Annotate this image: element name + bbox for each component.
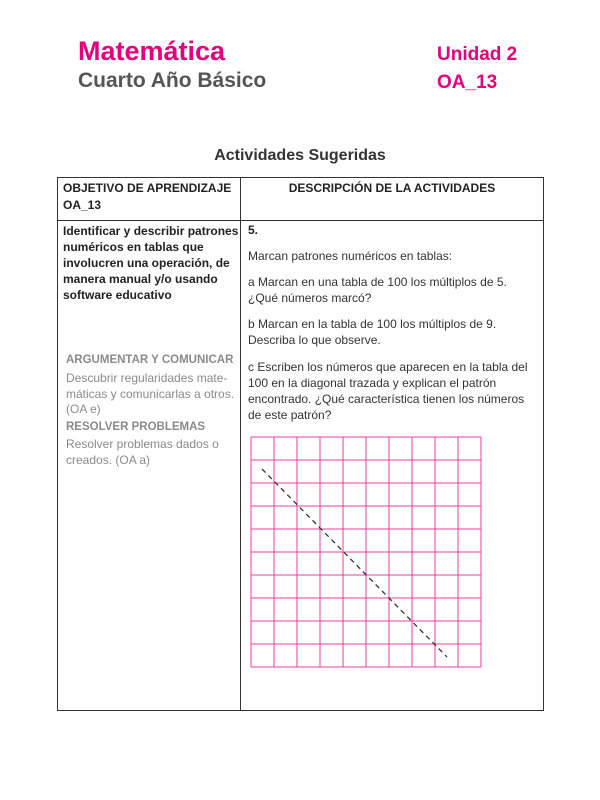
column-divider: [240, 178, 241, 710]
column-header-objective: [63, 180, 239, 214]
column-header-objective-line2: OA_13: [63, 198, 102, 212]
diagonal-dashed-line: [262, 469, 447, 657]
header-row-divider: [58, 220, 543, 221]
activity-b: b Marcan en la tabla de 100 los múltiplos de 9. Describa lo que observe.: [248, 317, 497, 347]
column-header-description: DESCRIPCIÓN DE LA ACTIVIDADES: [288, 181, 496, 195]
hundred-table-grid: [250, 436, 482, 668]
skill-text-line: (OA e): [66, 402, 101, 416]
oa-label: OA_13: [437, 72, 498, 93]
activity-a: a Marcan en una tabla de 100 los múltiplos de 5. ¿Qué números marcó?: [248, 275, 507, 305]
activity-c: c Escriben los números que aparecen en la tabla del 100 en la diagonal trazada y explican el patrón encontrado. ¿Qué característica tienen los números de este patrón?: [248, 360, 528, 422]
unit-label: Unidad 2: [437, 44, 518, 65]
column-header-objective-line1: OBJETIVO DE APRENDIZAJE: [63, 181, 232, 195]
section-title: Actividades Sugeridas: [214, 147, 386, 164]
skill-text-line: máticas y comunicarlas a otros.: [66, 386, 235, 401]
objective-text: Identificar y describir patrones numéricos en tablas que involucren una operación, de manera manual y/o usando software educativo: [63, 224, 239, 302]
skill-text-line: creados. (OA a): [66, 452, 151, 467]
skill-text-argumentar: [66, 371, 236, 418]
activity-number: 5.: [248, 223, 259, 237]
header-subtitle: Cuarto Año Básico: [78, 69, 267, 92]
skill-text-resolver: [66, 437, 236, 468]
header-title: Matemática: [78, 36, 226, 66]
grid-lines: [251, 437, 481, 667]
skill-text-line: Resolver problemas dados o: [66, 437, 219, 451]
activity-intro: Marcan patrones numéricos en tablas:: [248, 249, 453, 263]
skill-heading-resolver: RESOLVER PROBLEMAS: [66, 421, 206, 433]
skill-heading-argumentar: ARGUMENTAR Y COMUNICAR: [66, 354, 234, 366]
skill-text-line: Descubrir regularidades mate-: [66, 371, 228, 385]
activities-table: [57, 177, 544, 711]
